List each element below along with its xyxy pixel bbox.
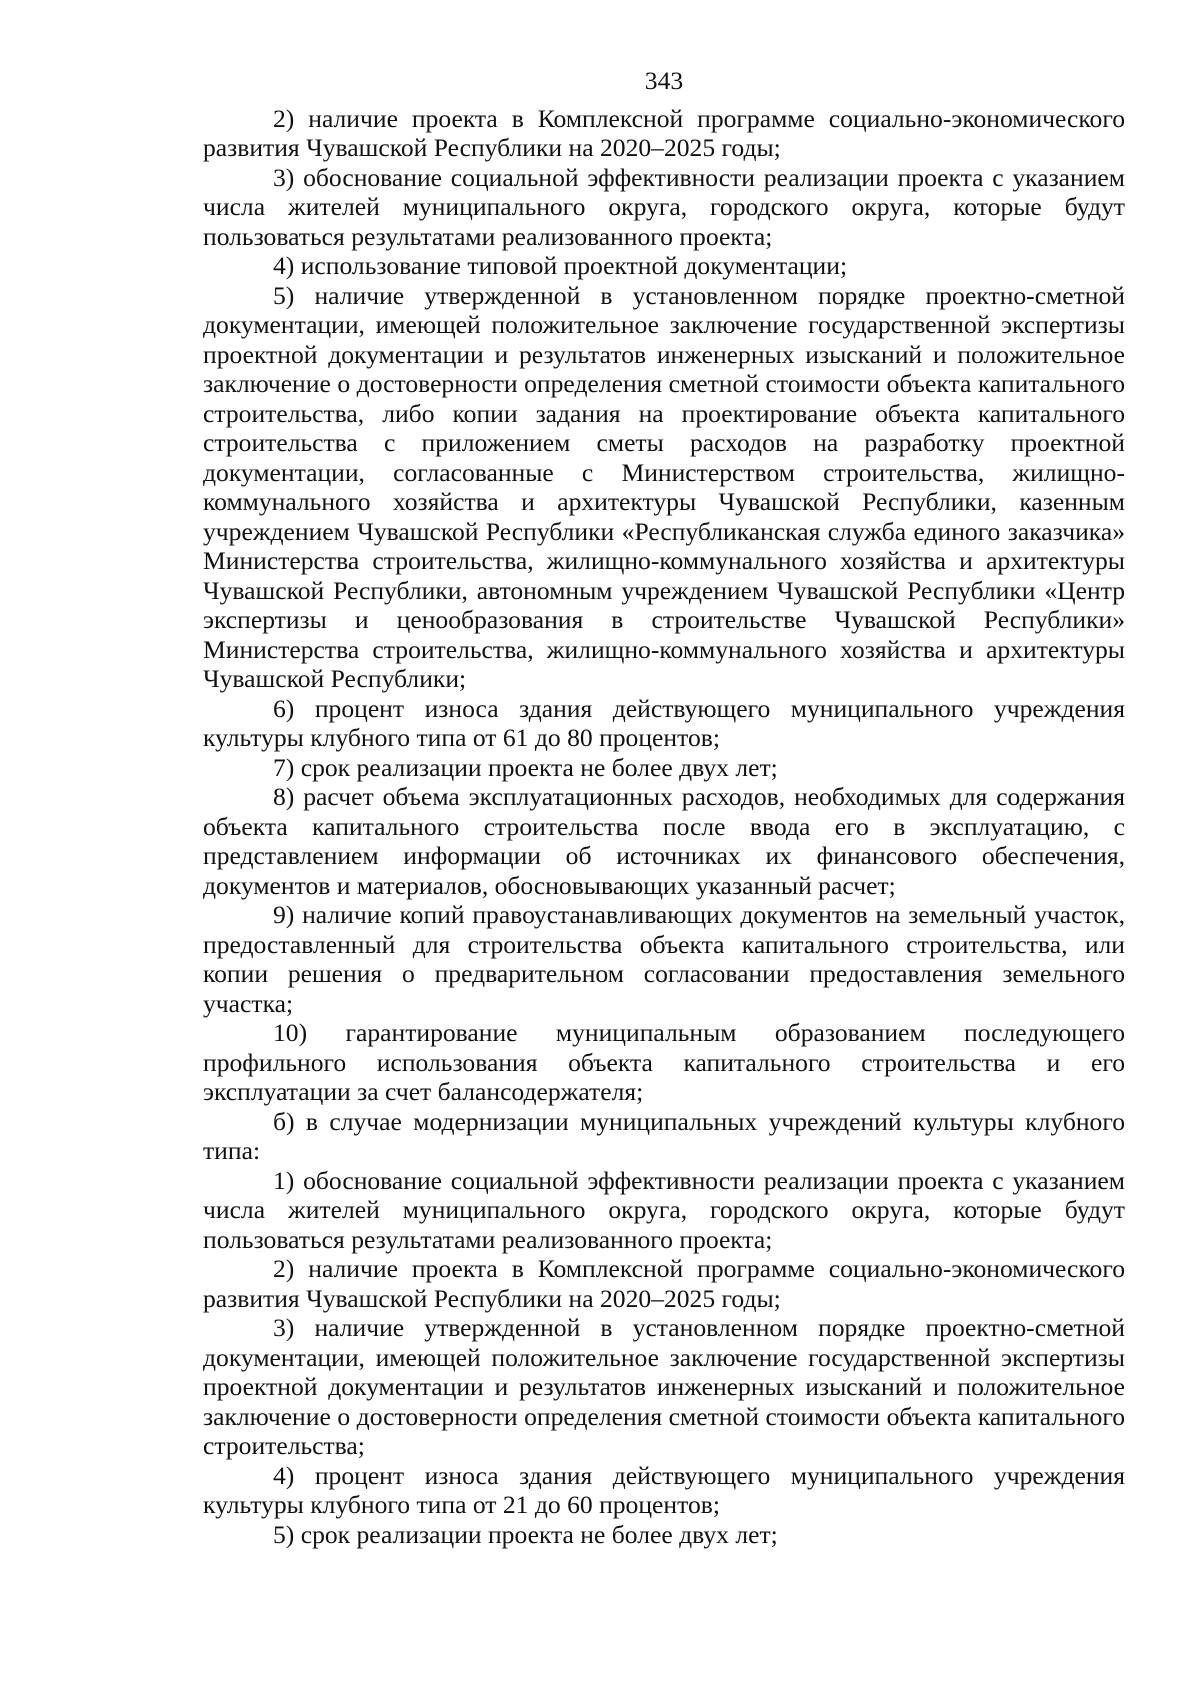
paragraph: 3) обоснование социальной эффективности реализации проекта с указанием числа жителей муниципального округа, городского округа, которые будут пользоваться результатами реализованного проекта; xyxy=(203,162,1125,251)
page-number: 343 xyxy=(644,66,684,95)
paragraph: 2) наличие проекта в Комплексной программе социально-экономического развития Чувашской Республики на 2020–2025 годы; xyxy=(203,103,1125,162)
paragraph: 1) обоснование социальной эффективности реализации проекта с указанием числа жителей муниципального округа, городского округа, которые будут пользоваться результатами реализованного проекта; xyxy=(203,1165,1125,1254)
paragraph: 7) срок реализации проекта не более двух лет; xyxy=(273,752,778,782)
paragraph: 5) наличие утвержденной в установленном порядке проектно-сметной документации, имеющей положительное заключение государственной экспертизы проектной документации и результатов инженерных изысканий и положительное заключение о достоверности определения сметной стоимости объекта капитального строительства, либо копии задания на проектирование объекта капитального строительства с приложением сметы расходов на разработку проектной документации, согласованные с Министерством строительства, жилищно-коммунального хозяйства и архитектуры Чувашской Республики, казенным учреждением Чувашской Республики «Республиканская служба единого заказчика» Министерства строительства, жилищно-коммунального хозяйства и архитектуры Чувашской Республики, автономным учреждением Чувашской Республики «Центр экспертизы и ценообразования в строительстве Чувашской Республики» Министерства строительства, жилищно-коммунального хозяйства и архитектуры Чувашской Республики; xyxy=(203,280,1125,693)
paragraph: 5) срок реализации проекта не более двух лет; xyxy=(273,1519,778,1549)
document-page xyxy=(203,66,1125,1549)
paragraph: 4) процент износа здания действующего муниципального учреждения культуры клубного типа от 21 до 60 процентов; xyxy=(203,1460,1125,1519)
paragraph: 6) процент износа здания действующего муниципального учреждения культуры клубного типа от 61 до 80 процентов; xyxy=(203,693,1125,752)
paragraph: 2) наличие проекта в Комплексной программе социально-экономического развития Чувашской Республики на 2020–2025 годы; xyxy=(203,1254,1125,1313)
paragraph: 4) использование типовой проектной документации; xyxy=(273,251,848,280)
paragraph: б) в случае модернизации муниципальных учреждений культуры клубного типа: xyxy=(203,1106,1125,1165)
paragraph: 8) расчет объема эксплуатационных расходов, необходимых для содержания объекта капитального строительства после ввода его в эксплуатацию, с представлением информации об источниках их финансового обеспечения, документов и материалов, обосновывающих указанный расчет; xyxy=(203,782,1125,900)
paragraph: 10) гарантирование муниципальным образованием последующего профильного использования объекта капитального строительства и его эксплуатации за счет балансодержателя; xyxy=(203,1018,1125,1106)
paragraph: 3) наличие утвержденной в установленном порядке проектно-сметной документации, имеющей положительное заключение государственной экспертизы проектной документации и результатов инженерных изысканий и положительное заключение о достоверности определения сметной стоимости объекта капитального строительства; xyxy=(203,1313,1125,1460)
paragraph: 9) наличие копий правоустанавливающих документов на земельный участок, предоставленный для строительства объекта капитального строительства, или копии решения о предварительном согласовании предоставления земельного участка; xyxy=(203,900,1125,1018)
